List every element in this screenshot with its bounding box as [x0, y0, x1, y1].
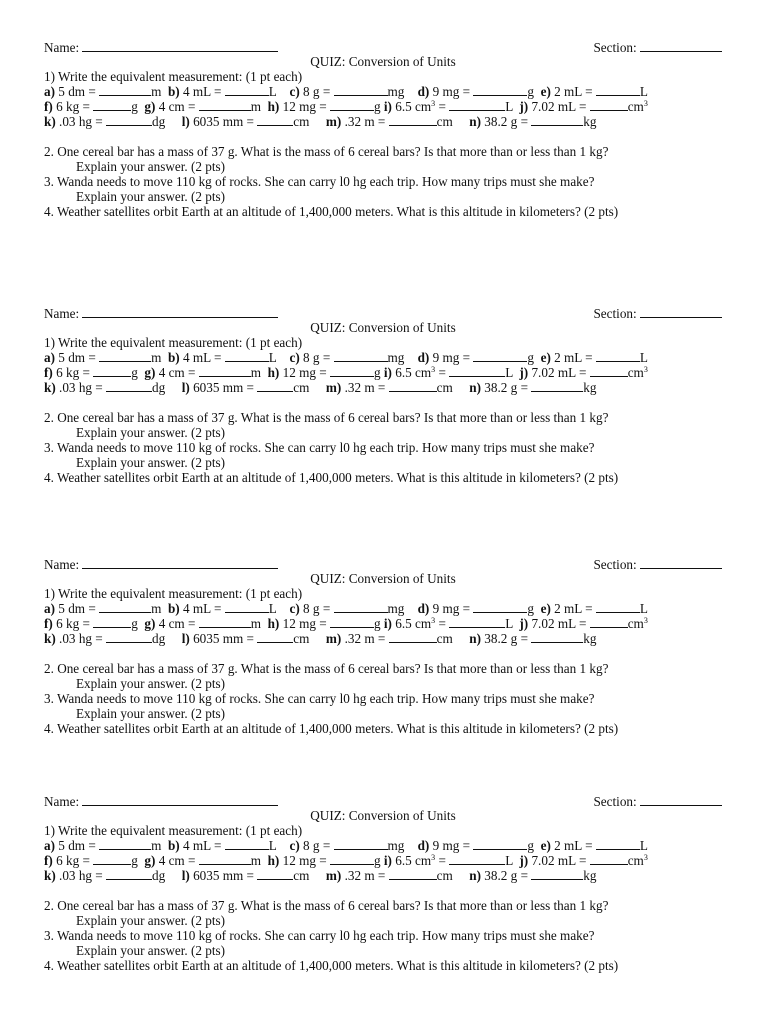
item-g: g) 4 cm = m [144, 853, 261, 868]
question-3-explain: Explain your answer. (2 pts) [76, 189, 226, 204]
question-3: 3. Wanda needs to move 110 kg of rocks. She can carry l0 hg each trip. How many trips must she make? [44, 928, 595, 943]
answer-blank[interactable] [590, 853, 628, 865]
conversion-row-3 [44, 631, 596, 646]
item-d: d) 9 mg = g [417, 84, 534, 99]
item-f: f) 6 kg = g [44, 365, 138, 380]
item-c: c) 8 g = mg [289, 838, 405, 853]
answer-blank[interactable] [334, 838, 388, 850]
item-h: h) 12 mg = g [267, 365, 381, 380]
quiz-title: QUIZ: Conversion of Units [310, 54, 456, 69]
item-l: l) 6035 mm = cm [181, 114, 310, 129]
item-k: k) .03 hg = dg [44, 631, 166, 646]
name-field[interactable] [44, 794, 278, 809]
conversion-row-3 [44, 868, 596, 883]
answer-blank[interactable] [473, 350, 527, 362]
item-m: m) .32 m = cm [325, 631, 453, 646]
section-field[interactable] [593, 794, 722, 809]
quiz-title: QUIZ: Conversion of Units [310, 808, 456, 823]
item-c: c) 8 g = mg [289, 350, 405, 365]
answer-blank[interactable] [225, 601, 269, 613]
name-label: Name: [44, 794, 80, 809]
question-4: 4. Weather satellites orbit Earth at an altitude of 1,400,000 meters. What is this altitude in kilometers? (2 pts) [44, 204, 619, 219]
answer-blank[interactable] [257, 114, 293, 126]
answer-blank[interactable] [106, 114, 152, 126]
section-blank[interactable] [640, 794, 722, 806]
item-b: b) 4 mL = L [167, 601, 277, 616]
item-e: e) 2 mL = L [540, 350, 648, 365]
conversion-row-2 [44, 616, 648, 631]
name-label: Name: [44, 306, 80, 321]
question-1-prompt: 1) Write the equivalent measurement: (1 pt each) [44, 335, 303, 350]
question-3: 3. Wanda needs to move 110 kg of rocks. She can carry l0 hg each trip. How many trips must she make? [44, 691, 595, 706]
item-c: c) 8 g = mg [289, 601, 405, 616]
answer-blank[interactable] [257, 868, 293, 880]
name-blank[interactable] [82, 794, 278, 806]
answer-blank[interactable] [199, 616, 251, 628]
conversion-row-1 [44, 838, 648, 853]
item-e: e) 2 mL = L [540, 84, 648, 99]
answer-blank[interactable] [334, 601, 388, 613]
question-4: 4. Weather satellites orbit Earth at an altitude of 1,400,000 meters. What is this altitude in kilometers? (2 pts) [44, 721, 619, 736]
answer-blank[interactable] [590, 99, 628, 111]
question-2-explain: Explain your answer. (2 pts) [76, 913, 226, 928]
item-b: b) 4 mL = L [167, 350, 277, 365]
item-j: j) 7.02 mL = $cm^3$ [519, 853, 648, 868]
item-m: m) .32 m = cm [325, 380, 453, 395]
name-blank[interactable] [82, 40, 278, 52]
answer-blank[interactable] [334, 350, 388, 362]
item-a: a) 5 dm = m [44, 350, 162, 365]
answer-blank[interactable] [99, 838, 151, 850]
answer-blank[interactable] [93, 365, 131, 377]
item-m: m) .32 m = cm [325, 868, 453, 883]
section-label: Section: [593, 794, 637, 809]
answer-blank[interactable] [596, 601, 640, 613]
answer-blank[interactable] [449, 365, 505, 377]
question-1-prompt: 1) Write the equivalent measurement: (1 pt each) [44, 69, 303, 84]
item-f: f) 6 kg = g [44, 616, 138, 631]
conversion-row-1 [44, 84, 648, 99]
item-m: m) .32 m = cm [325, 114, 453, 129]
question-2: 2. One cereal bar has a mass of 37 g. What is the mass of 6 cereal bars? Is that more than or less than 1 kg? [44, 898, 609, 913]
question-4: 4. Weather satellites orbit Earth at an altitude of 1,400,000 meters. What is this altitude in kilometers? (2 pts) [44, 958, 619, 973]
item-i: i) 6.5 $cm^3 = L$ [383, 365, 513, 380]
item-k: k) .03 hg = dg [44, 380, 166, 395]
answer-blank[interactable] [106, 631, 152, 643]
question-3-explain: Explain your answer. (2 pts) [76, 706, 226, 721]
item-k: k) .03 hg = dg [44, 868, 166, 883]
answer-blank[interactable] [334, 84, 388, 96]
answer-blank[interactable] [199, 853, 251, 865]
item-b: b) 4 mL = L [167, 838, 277, 853]
item-a: a) 5 dm = m [44, 84, 162, 99]
item-l: l) 6035 mm = cm [181, 380, 310, 395]
item-i: i) 6.5 $cm^3 = L$ [383, 616, 513, 631]
item-h: h) 12 mg = g [267, 853, 381, 868]
item-c: c) 8 g = mg [289, 84, 405, 99]
item-l: l) 6035 mm = cm [181, 631, 310, 646]
question-2-explain: Explain your answer. (2 pts) [76, 676, 226, 691]
item-h: h) 12 mg = g [267, 99, 381, 114]
item-l: l) 6035 mm = cm [181, 868, 310, 883]
answer-blank[interactable] [99, 350, 151, 362]
quiz-title: QUIZ: Conversion of Units [310, 320, 456, 335]
section-label: Section: [593, 557, 637, 572]
item-d: d) 9 mg = g [417, 350, 534, 365]
answer-blank[interactable] [596, 350, 640, 362]
item-g: g) 4 cm = m [144, 616, 261, 631]
item-e: e) 2 mL = L [540, 601, 648, 616]
answer-blank[interactable] [473, 601, 527, 613]
answer-blank[interactable] [330, 616, 374, 628]
answer-blank[interactable] [330, 853, 374, 865]
answer-blank[interactable] [531, 868, 583, 880]
section-label: Section: [593, 40, 637, 55]
conversion-row-3 [44, 114, 596, 129]
answer-blank[interactable] [389, 114, 437, 126]
answer-blank[interactable] [473, 84, 527, 96]
section-blank[interactable] [640, 306, 722, 318]
item-k: k) .03 hg = dg [44, 114, 166, 129]
item-i: i) 6.5 $cm^3 = L$ [383, 99, 513, 114]
item-f: f) 6 kg = g [44, 853, 138, 868]
item-d: d) 9 mg = g [417, 838, 534, 853]
item-f: f) 6 kg = g [44, 99, 138, 114]
item-n: n) 38.2 g = kg [469, 114, 597, 129]
question-2-explain: Explain your answer. (2 pts) [76, 425, 226, 440]
question-3: 3. Wanda needs to move 110 kg of rocks. She can carry l0 hg each trip. How many trips must she make? [44, 174, 595, 189]
name-blank[interactable] [82, 306, 278, 318]
conversion-row-1 [44, 350, 648, 365]
answer-blank[interactable] [389, 631, 437, 643]
answer-blank[interactable] [225, 350, 269, 362]
answer-blank[interactable] [590, 616, 628, 628]
conversion-row-1 [44, 601, 648, 616]
section-field[interactable] [593, 557, 722, 572]
name-field[interactable] [44, 40, 278, 55]
answer-blank[interactable] [531, 114, 583, 126]
answer-blank[interactable] [449, 616, 505, 628]
item-n: n) 38.2 g = kg [469, 868, 597, 883]
answer-blank[interactable] [330, 365, 374, 377]
answer-blank[interactable] [330, 99, 374, 111]
name-blank[interactable] [82, 557, 278, 569]
item-j: j) 7.02 mL = $cm^3$ [519, 99, 648, 114]
item-i: i) 6.5 $cm^3 = L$ [383, 853, 513, 868]
section-field[interactable] [593, 40, 722, 55]
conversion-row-2 [44, 365, 648, 380]
answer-blank[interactable] [473, 838, 527, 850]
section-blank[interactable] [640, 40, 722, 52]
item-a: a) 5 dm = m [44, 601, 162, 616]
answer-blank[interactable] [596, 84, 640, 96]
answer-blank[interactable] [93, 99, 131, 111]
answer-blank[interactable] [93, 853, 131, 865]
answer-blank[interactable] [596, 838, 640, 850]
question-3-explain: Explain your answer. (2 pts) [76, 943, 226, 958]
item-e: e) 2 mL = L [540, 838, 648, 853]
item-h: h) 12 mg = g [267, 616, 381, 631]
name-field[interactable] [44, 557, 278, 572]
item-n: n) 38.2 g = kg [469, 380, 597, 395]
name-label: Name: [44, 40, 80, 55]
item-n: n) 38.2 g = kg [469, 631, 597, 646]
answer-blank[interactable] [199, 365, 251, 377]
question-2: 2. One cereal bar has a mass of 37 g. What is the mass of 6 cereal bars? Is that more than or less than 1 kg? [44, 410, 609, 425]
item-a: a) 5 dm = m [44, 838, 162, 853]
answer-blank[interactable] [106, 868, 152, 880]
conversion-row-2 [44, 99, 648, 114]
answer-blank[interactable] [449, 99, 505, 111]
question-2: 2. One cereal bar has a mass of 37 g. What is the mass of 6 cereal bars? Is that more than or less than 1 kg? [44, 661, 609, 676]
question-2: 2. One cereal bar has a mass of 37 g. What is the mass of 6 cereal bars? Is that more than or less than 1 kg? [44, 144, 609, 159]
answer-blank[interactable] [93, 616, 131, 628]
question-2-explain: Explain your answer. (2 pts) [76, 159, 226, 174]
name-label: Name: [44, 557, 80, 572]
quiz-title: QUIZ: Conversion of Units [310, 571, 456, 586]
answer-blank[interactable] [257, 380, 293, 392]
question-4: 4. Weather satellites orbit Earth at an altitude of 1,400,000 meters. What is this altitude in kilometers? (2 pts) [44, 470, 619, 485]
section-blank[interactable] [640, 557, 722, 569]
answer-blank[interactable] [99, 601, 151, 613]
answer-blank[interactable] [389, 868, 437, 880]
conversion-row-2 [44, 853, 648, 868]
question-3-explain: Explain your answer. (2 pts) [76, 455, 226, 470]
section-field[interactable] [593, 306, 722, 321]
name-field[interactable] [44, 306, 278, 321]
answer-blank[interactable] [225, 84, 269, 96]
item-b: b) 4 mL = L [167, 84, 277, 99]
answer-blank[interactable] [106, 380, 152, 392]
answer-blank[interactable] [389, 380, 437, 392]
answer-blank[interactable] [590, 365, 628, 377]
item-d: d) 9 mg = g [417, 601, 534, 616]
answer-blank[interactable] [225, 838, 269, 850]
section-label: Section: [593, 306, 637, 321]
item-g: g) 4 cm = m [144, 99, 261, 114]
item-j: j) 7.02 mL = $cm^3$ [519, 616, 648, 631]
answer-blank[interactable] [257, 631, 293, 643]
conversion-row-3 [44, 380, 596, 395]
item-g: g) 4 cm = m [144, 365, 261, 380]
answer-blank[interactable] [531, 631, 583, 643]
question-1-prompt: 1) Write the equivalent measurement: (1 pt each) [44, 586, 303, 601]
question-3: 3. Wanda needs to move 110 kg of rocks. She can carry l0 hg each trip. How many trips must she make? [44, 440, 595, 455]
answer-blank[interactable] [449, 853, 505, 865]
answer-blank[interactable] [199, 99, 251, 111]
answer-blank[interactable] [99, 84, 151, 96]
answer-blank[interactable] [531, 380, 583, 392]
question-1-prompt: 1) Write the equivalent measurement: (1 pt each) [44, 823, 303, 838]
item-j: j) 7.02 mL = $cm^3$ [519, 365, 648, 380]
